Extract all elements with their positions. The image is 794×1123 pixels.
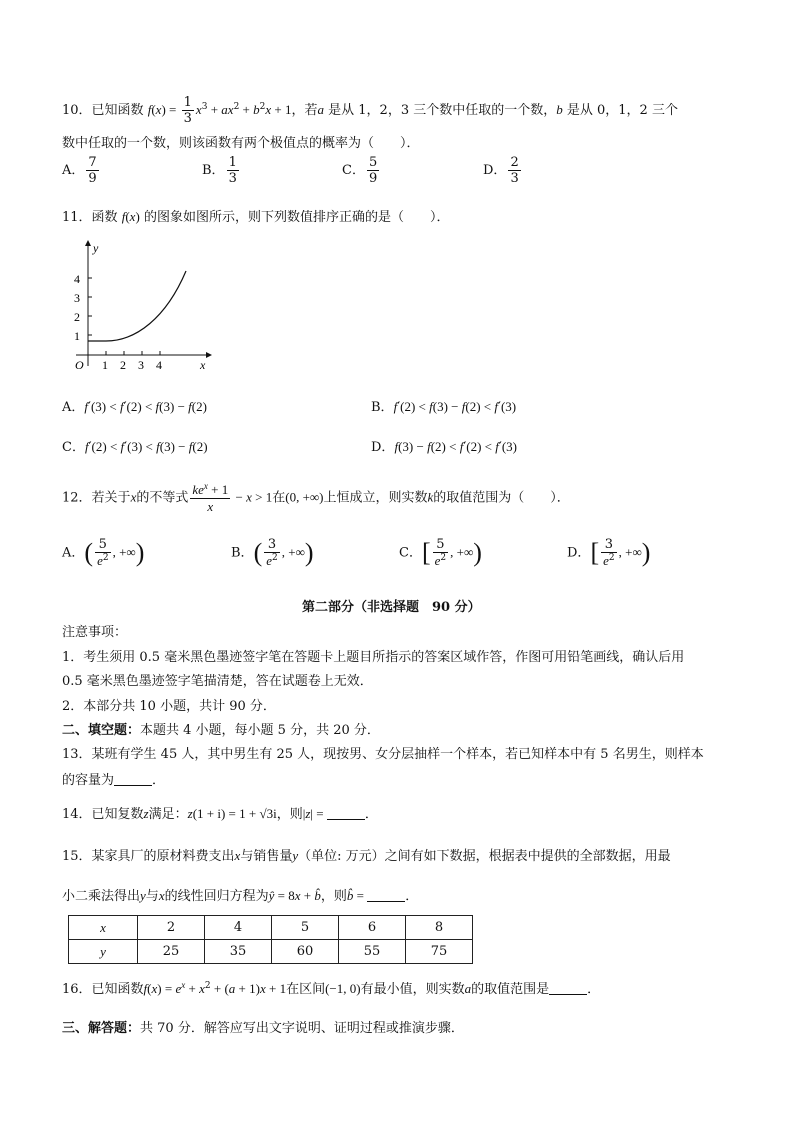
row-label-y: y <box>69 940 138 964</box>
table-cell: 35 <box>205 940 272 964</box>
table-cell: 75 <box>406 940 473 964</box>
q10-option-b[interactable]: B． $\frac{1}{3}$ <box>202 155 237 186</box>
q10-stem-line1: 10．已知函数 f(x) = $\frac{1}{3}$ $x^3 + ax^2 + b^2x + 1$，若a 是从 1，2，3 三个数中任取的一个数，b 是从 0，1，2 三个 <box>62 95 678 126</box>
y-tick-label: 1 <box>74 329 80 343</box>
y-tick-label: 2 <box>74 310 80 324</box>
q13-line2: 的容量为 ． <box>62 773 166 788</box>
q11-function-graph <box>66 238 216 374</box>
table-cell: 6 <box>339 916 406 940</box>
q11-stem: 11．函数 f(x) 的图象如图所示，则下列数值排序正确的是（ ）． <box>62 209 450 225</box>
q14-answer-blank[interactable] <box>327 807 365 820</box>
q12-option-a[interactable]: A．( $\frac{5}{e^2}$ , +∞) <box>62 537 145 568</box>
x-axis-label: x <box>200 358 206 372</box>
row-label-x: x <box>69 916 138 940</box>
y-tick-label: 3 <box>74 291 80 305</box>
x-tick-label: 2 <box>120 358 126 372</box>
q15-answer-blank[interactable] <box>367 889 405 902</box>
table-row <box>69 940 473 964</box>
q10-stem-line2: 数中任取的一个数，则该函数有两个极值点的概率为（ ）． <box>62 136 420 151</box>
x-tick-label: 4 <box>156 358 162 372</box>
q12-option-c[interactable]: C．[ $\frac{5}{e^2}$ , +∞) <box>399 537 482 568</box>
q15-data-table <box>68 915 473 964</box>
table-cell: 4 <box>205 916 272 940</box>
function-curve <box>88 271 186 341</box>
q14-stem: 14．已知复数z满足：z(1 + i) = 1 + √3i，则|z| = ． <box>62 806 378 822</box>
table-cell: 25 <box>138 940 205 964</box>
table-cell: 2 <box>138 916 205 940</box>
q12-option-b[interactable]: B．( $\frac{3}{e^2}$ , +∞) <box>231 537 314 568</box>
table-cell: 60 <box>272 940 339 964</box>
y-tick-label: 4 <box>74 272 80 286</box>
table-cell: 8 <box>406 916 473 940</box>
fill-section-heading: 二、填空题：本题共 4 小题，每小题 5 分，共 20 分． <box>62 723 380 738</box>
part2-title: 第二部分（非选择题 90 分） <box>302 600 481 615</box>
y-axis-label: y <box>93 241 99 255</box>
q10-option-d[interactable]: D． $\frac{2}{3}$ <box>483 155 519 186</box>
q15-line1: 15．某家具厂的原材料费支出x与销售量y（单位: 万元）之间有如下数据，根据表中提供的全部数据，用最 <box>62 848 671 864</box>
q12-option-d[interactable]: D．[ $\frac{3}{e^2}$ , +∞) <box>567 537 651 568</box>
q16-stem: 16．已知函数$f(x) = e^x + x^2 + (a + 1)x + 1$在区间(−1, 0)有最小值，则实数a的取值范围是 ． <box>62 980 601 997</box>
q15-line2: 小二乘法得出y与x的线性回归方程为ŷ = 8x + b̂，则b̂ = ． <box>62 888 419 904</box>
notice-2: 2．本部分共 10 小题，共计 90 分． <box>62 699 276 714</box>
q11-option-b[interactable]: B．f′(2) < f(3) − f(2) < f′(3) <box>371 399 517 415</box>
answer-section-heading: 三、解答题：共 70 分．解答应写出文字说明、证明过程或推演步骤． <box>62 1021 464 1036</box>
q11-option-c[interactable]: C．f′(2) < f′(3) < f(3) − f(2) <box>62 439 208 455</box>
x-axis-arrow-icon <box>206 352 212 358</box>
q11-option-a[interactable]: A．f′(3) < f′(2) < f(3) − f(2) <box>62 399 207 415</box>
notice-title: 注意事项： <box>62 625 128 640</box>
table-cell: 5 <box>272 916 339 940</box>
q10-option-a[interactable]: A． $\frac{7}{9}$ <box>62 155 97 186</box>
y-axis-arrow-icon <box>85 240 91 246</box>
x-tick-label: 1 <box>102 358 108 372</box>
q11-option-d[interactable]: D．f(3) − f(2) < f′(2) < f′(3) <box>371 439 518 455</box>
notice-1-line2: 0.5 毫米黑色墨迹签字笔描清楚，答在试题卷上无效． <box>62 674 373 689</box>
q13-line1: 13．某班有学生 45 人，其中男生有 25 人，现按男、女分层抽样一个样本，若已知样本中有 5 名男生，则样本 <box>62 747 704 762</box>
q16-answer-blank[interactable] <box>549 982 587 995</box>
q10-option-c[interactable]: C． $\frac{5}{9}$ <box>342 155 378 186</box>
table-row <box>69 916 473 940</box>
q12-stem: 12．若关于x的不等式 $\frac{ke^x + 1}{x}$ − x > 1在(0, +∞)上恒成立，则实数k的取值范围为（ ）． <box>62 481 570 514</box>
x-tick-label: 3 <box>138 358 144 372</box>
notice-1-line1: 1．考生须用 0.5 毫米黑色墨迹签字笔在答题卡上题目所指示的答案区域作答，作图可用铅笔画线，确认后用 <box>62 650 685 665</box>
table-cell: 55 <box>339 940 406 964</box>
origin-label: O <box>75 358 84 372</box>
q13-answer-blank[interactable] <box>114 773 152 786</box>
